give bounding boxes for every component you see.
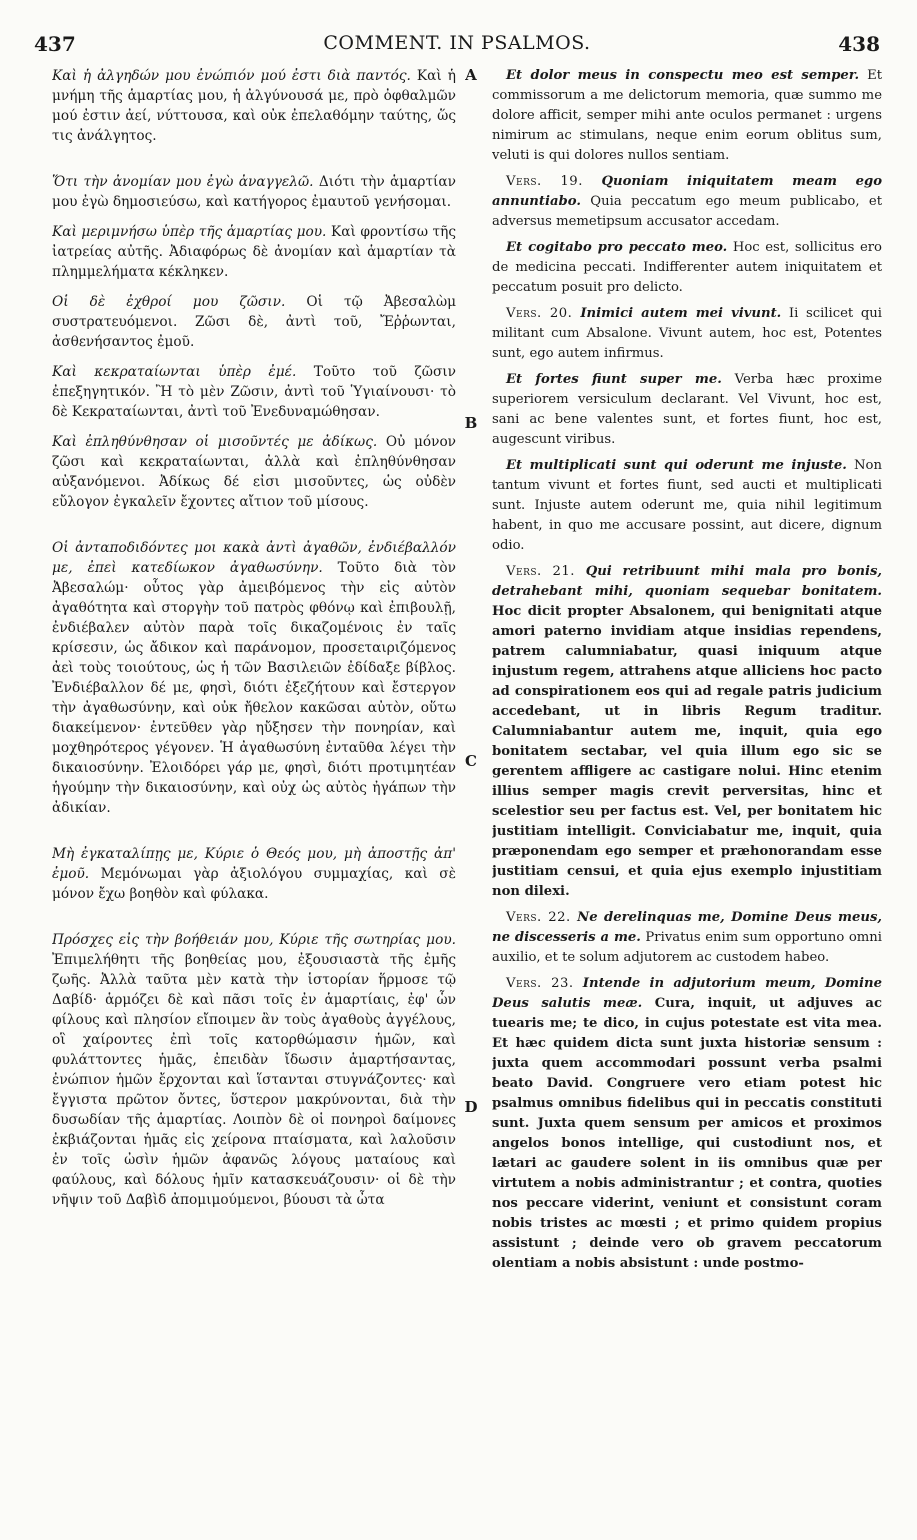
latin-paragraph <box>492 908 882 968</box>
psalm-lemma: Καὶ μεριμνήσω ὑπὲρ τῆς ἁμαρτίας μου. <box>52 224 327 240</box>
commentary-text: Non tantum vivunt et fortes fiunt, sed aucti et multiplicati sunt. Injuste autem oderunt me, quia nihil legitimum habent, in quo me accusare possint, aut dicere, dignum odio. <box>492 458 882 553</box>
latin-paragraph <box>492 562 882 902</box>
page-number-right: 438 <box>838 32 880 56</box>
latin-paragraph <box>492 238 882 298</box>
psalm-lemma: Inimici autem mei vivunt. <box>572 306 782 321</box>
greek-paragraph <box>52 844 456 904</box>
commentary-text: Καὶ ἡ μνήμη τῆς ἁμαρτίας μου, ἡ ἀλγύνουσά με, πρὸ ὀφθαλμῶν μού ἐστιν ἀεί, νύττουσα, καὶ οὐκ ἐπελαθόμην ταύτης, ὥς τις ἀνάλγητος. <box>52 68 456 144</box>
psalm-lemma: Et dolor meus in conspectu meo est semper. <box>506 68 860 83</box>
greek-paragraph <box>52 538 456 818</box>
greek-paragraph <box>52 362 456 422</box>
commentary-text: Privatus enim sum opportuno omni auxilio, et te solum adjutorem ac custodem habeo. <box>492 930 882 965</box>
section-marker-c: C <box>465 752 477 770</box>
section-marker-b: B <box>464 414 478 432</box>
commentary-text: Ἐπιμελήθητι τῆς βοηθείας μου, ἐξουσιαστὰ τῆς ἐμῆς ζωῆς. Ἀλλὰ ταῦτα μὲν κατὰ τὴν ἱστορίαν ἥρμοσε τῷ Δαβίδ· ἁρμόζει δὲ καὶ πᾶσι τοῖς ἐν ἁμαρτίαις, ἐφ' ὧν φίλους καὶ πλησίον εἴποιμεν ἂν τοὺς ἀγαθοὺς ἀγγέλους, οἳ χαίροντες ἐπὶ τοῖς κατορθώμασιν ἡμῶν, καὶ φυλάττοντες ἡμᾶς, ἐπειδὰν ἴδωσιν ἁμαρτήσαντας, ἐνώπιον ἡμῶν ἔρχονται καὶ ἵστανται στυγνάζοντες· καὶ ἔγγιστα πρῶτον ὄντες, ὕστερον μακρύνονται, διὰ τὴν δυσωδίαν τῆς ἁμαρτίας. Λοιπὸν δὲ οἱ πονηροὶ δαίμονες ἐκβιάζονται ἡμᾶς εἰς χείρονα πταίσματα, καὶ λαλοῦσιν ἐν τοῖς ὠσὶν ἡμῶν ἀφανῶς λόγους ματαίους καὶ φαύλους, καὶ δόλους ἡμῖν κατασκευάζουσιν· οἱ δὲ τὴν νῆψιν τοῦ Δαβὶδ ἀπομιμούμενοι, βύουσι τὰ ὦτα <box>52 952 456 1208</box>
psalm-lemma: Et multiplicati sunt qui oderunt me injuste. <box>506 458 847 473</box>
commentary-text: Verba hæc proxime superiorem versiculum declarant. Vel Vivunt, hoc est, sani ac bene valentes sunt, et fortes fiunt, hoc est, augescunt viribus. <box>492 372 882 447</box>
commentary-text: Et commissorum a me delictorum memoria, quæ summo me dolore afficit, semper mihi ante oculos permanet : urgens nimirum ac stimulans, neque enim eorum oblitus sum, veluti is qui dolores nullos sentiam. <box>492 68 882 163</box>
commentary-text: Cura, inquit, ut adjuves ac tuearis me; te dico, in cujus potestate est vita mea. Et hæc quidem dicta sunt juxta historiæ sensum : juxta quem accommodari possunt verba psalmi beato David. Congruere vero etiam potest hic psalmus omnibus fidelibus qui in peccatis constituti sunt. Juxta quem sensum per amicos et proximos angelos bonos intellige, qui custodiunt nos, et lætari ac gaudere solent in iis omnibus quæ per virtutem a nobis administrantur ; et contra, quoties nos peccare viderint, veniunt et consistunt coram nobis tristes ac mœsti ; et primo quidem propius assistunt ; deinde vero ob gravem peccatorum olentiam a nobis absistunt : unde postmo- <box>492 996 882 1271</box>
commentary-text: Οὐ μόνον ζῶσι καὶ κεκραταίωνται, ἀλλὰ καὶ ἐπληθύνθησαν αὐξανόμενοι. Ἀδίκως δέ εἰσι μισοῦντες, ὡς οὐδὲν εὔλογον ἐγκαλεῖν ἔχοντες αἴτιον τοῦ μίσους. <box>52 434 456 510</box>
psalm-lemma: Πρόσχες εἰς τὴν βοήθειάν μου, Κύριε τῆς σωτηρίας μου. <box>52 932 456 948</box>
verse-number: Vers. 19. <box>506 174 583 189</box>
psalm-lemma: Quoniam iniquitatem meam ego annuntiabo. <box>492 174 882 209</box>
psalm-lemma: Et cogitabo pro peccato meo. <box>506 240 728 255</box>
commentary-text: Hoc est, sollicitus ero de medicina peccati. Indifferenter autem iniquitatem et peccatum posuit pro delicto. <box>492 240 882 295</box>
latin-paragraph <box>492 304 882 364</box>
greek-paragraph <box>52 930 456 1210</box>
greek-paragraph <box>52 222 456 282</box>
page-header <box>34 32 880 58</box>
psalm-lemma: Καὶ ἐπληθύνθησαν οἱ μισοῦντές με ἀδίκως. <box>52 434 378 450</box>
commentary-text: Ii scilicet qui militant cum Absalone. Vivunt autem, hoc est, Potentes sunt, ego autem infirmus. <box>492 306 882 361</box>
greek-paragraph <box>52 66 456 146</box>
latin-paragraph <box>492 370 882 450</box>
verse-number: Vers. 22. <box>506 910 571 925</box>
verse-number: Vers. 23. <box>506 976 574 991</box>
commentary-text: Μεμόνωμαι γὰρ ἀξιολόγου συμμαχίας, καὶ σὲ μόνον ἔχω βοηθὸν καὶ φύλακα. <box>52 866 456 902</box>
section-marker-d: D <box>464 1098 478 1116</box>
page-number-left: 437 <box>34 32 76 56</box>
psalm-lemma: Οἱ ἀνταποδιδόντες μοι κακὰ ἀντὶ ἀγαθῶν, ἐνδιέβαλλόν με, ἐπεὶ κατεδίωκον ἀγαθωσύνην. <box>52 540 456 576</box>
running-title: COMMENT. IN PSALMOS. <box>323 32 591 54</box>
psalm-lemma: Et fortes fiunt super me. <box>506 372 722 387</box>
psalm-lemma: Intende in adjutorium meum, Domine Deus salutis meæ. <box>492 976 882 1011</box>
latin-paragraph <box>492 172 882 232</box>
greek-paragraph <box>52 172 456 212</box>
psalm-lemma: Οἱ δὲ ἐχθροί μου ζῶσιν. <box>52 294 286 310</box>
commentary-text: Τοῦτο διὰ τὸν Ἀβεσαλώμ· οὗτος γὰρ ἀμειβόμενος τὴν εἰς αὐτὸν ἀγαθότητα καὶ στοργὴν τοῦ πατρὸς φθόνῳ καὶ ἐπιβουλῇ, ἐνδιέβαλεν αὐτὸν παρὰ τοῖς δικαζομένοις ἐν ταῖς κρίσεσιν, ὡς ἄδικον καὶ παράνομον, προσεταιριζόμενος ἀεὶ τοὺς τοιούτους, ὡς ἡ τῶν Βασιλειῶν ἐδίδαξε βίβλος. Ἐνδιέβαλλον δέ με, φησὶ, διότι ἐξεζήτουν καὶ ἔστεργον τὴν ἀγαθωσύνην, καὶ οὐκ ἤθελον κακῶσαι αὐτὸν, οὕτω διακείμενον· ἐντεῦθεν γὰρ ηὔξησεν τὴν πονηρίαν, καὶ μοχθηρότερος γέγονεν. Ἡ ἀγαθωσύνη ἐνταῦθα λέγει τὴν δικαιοσύνην. Ἐλοιδόρει γάρ με, φησὶ, διότι προτιμητέαν ἡγούμην τὴν δικαιοσύνην, καὶ οὐχ ὡς αὐτὸς ἠγάπων τὴν ἀδικίαν. <box>52 560 456 816</box>
commentary-text: Διότι τὴν ἁμαρτίαν μου ἐγὼ δημοσιεύσω, καὶ κατήγορος ἐμαυτοῦ γενήσομαι. <box>52 174 456 210</box>
latin-column <box>492 66 882 1500</box>
commentary-text: Hoc dicit propter Absalonem, qui benignitati atque amori paterno invidiam atque insidias rependens, patrem calumniabatur, quasi iniquum atque injustum regem, attrahens atque alliciens hoc pacto ad conspirationem eos qui ad regale patris judicium accedebant, ut in libris Regum traditur. Calumniabantur autem me, inquit, quia ego bonitatem sectabar, vel quia illum ego sic se gerentem affligere ac castigare nolui. Hinc etenim illius semper magis crevit perversitas, hinc et scelestior seu per factus est. Vel, per bonitatem hic justitiam intelligit. Conviciabatur me, inquit, quia præponendam ego semper et præhonorandam esse justitiam censui, et quia ejus exemplo injustitiam non dilexi. <box>492 604 882 899</box>
commentary-text: Quia peccatum ego meum publicabo, et adversus memetipsum accusator accedam. <box>492 194 882 229</box>
commentary-text: Τοῦτο τοῦ ζῶσιν ἐπεξηγητικόν. Ἢ τὸ μὲν Ζῶσιν, ἀντὶ τοῦ Ὑγιαίνουσι· τὸ δὲ Κεκραταίωνται, ἀντὶ τοῦ Ἐνεδυναμώθησαν. <box>52 364 456 420</box>
psalm-lemma: Μὴ ἐγκαταλίπῃς με, Κύριε ὁ Θεός μου, μὴ ἀποστῇς ἀπ' ἐμοῦ. <box>52 846 456 882</box>
commentary-text: Καὶ φροντίσω τῆς ἰατρείας αὐτῆς. Ἀδιαφόρως δὲ ἀνομίαν καὶ ἁμαρτίαν τὰ πλημμελήματα κέκληκεν. <box>52 224 456 280</box>
psalm-lemma: Καὶ κεκραταίωνται ὑπὲρ ἐμέ. <box>52 364 297 380</box>
latin-paragraph <box>492 974 882 1274</box>
psalm-lemma: Καὶ ἡ ἀλγηδών μου ἐνώπιόν μού ἐστι διὰ παντός. <box>52 68 411 84</box>
psalm-lemma: Ne derelinquas me, Domine Deus meus, ne discesseris a me. <box>492 910 882 945</box>
commentary-text: Οἱ τῷ Ἀβεσαλὼμ συστρατευόμενοι. Ζῶσι δὲ, ἀντὶ τοῦ, Ἔῤῥωνται, ἀσθενήσαντος ἐμοῦ. <box>52 294 456 350</box>
latin-paragraph <box>492 66 882 166</box>
greek-column <box>52 66 456 1500</box>
section-marker-a: A <box>465 66 477 84</box>
latin-paragraph <box>492 456 882 556</box>
greek-paragraph <box>52 432 456 512</box>
verse-number: Vers. 21. <box>506 564 576 579</box>
psalm-lemma: Qui retribuunt mihi mala pro bonis, detrahebant mihi, quoniam sequebar bonitatem. <box>492 564 882 599</box>
greek-paragraph <box>52 292 456 352</box>
psalm-lemma: Ὅτι τὴν ἀνομίαν μου ἐγὼ ἀναγγελῶ. <box>52 174 314 190</box>
verse-number: Vers. 20. <box>506 306 573 321</box>
